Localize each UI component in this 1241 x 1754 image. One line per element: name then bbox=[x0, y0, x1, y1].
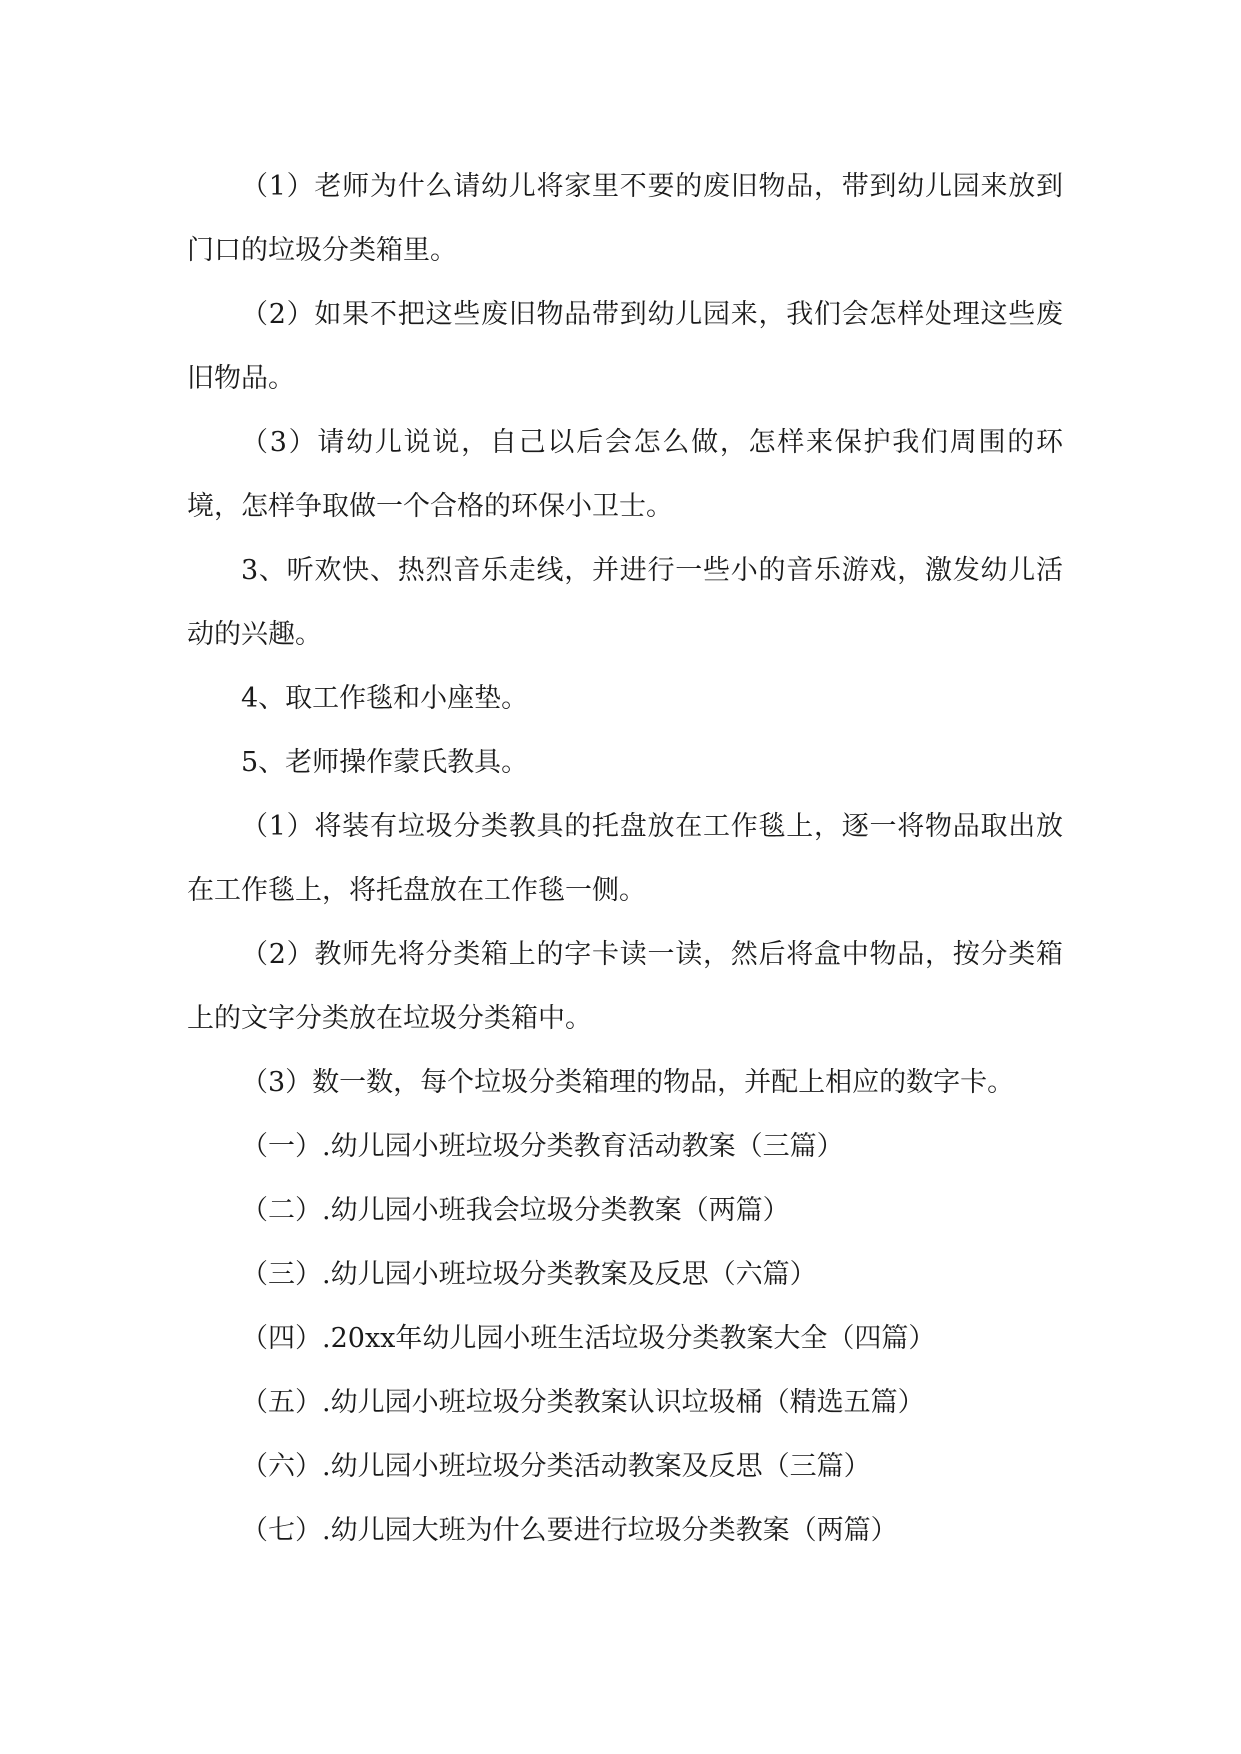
related-link: （六）.幼儿园小班垃圾分类活动教案及反思（三篇） bbox=[241, 1451, 871, 1482]
paragraph: 3、听欢快、热烈音乐走线，并进行一些小的音乐游戏，激发幼儿活动的兴趣。 bbox=[187, 555, 1063, 650]
paragraph: （1）将装有垃圾分类教具的托盘放在工作毯上，逐一将物品取出放在工作毯上，将托盘放在工作毯一侧。 bbox=[187, 811, 1063, 906]
related-link: （四）.20xx年幼儿园小班生活垃圾分类教案大全（四篇） bbox=[241, 1323, 936, 1354]
paragraph: （1）老师为什么请幼儿将家里不要的废旧物品，带到幼儿园来放到门口的垃圾分类箱里。 bbox=[187, 171, 1063, 266]
related-link: （五）.幼儿园小班垃圾分类教案认识垃圾桶（精选五篇） bbox=[241, 1387, 925, 1418]
paragraph: 4、取工作毯和小座垫。 bbox=[241, 683, 529, 714]
paragraph: （2）如果不把这些废旧物品带到幼儿园来，我们会怎样处理这些废旧物品。 bbox=[187, 299, 1063, 394]
paragraph: （3）请幼儿说说，自己以后会怎么做，怎样来保护我们周围的环境，怎样争取做一个合格的环保小卫士。 bbox=[187, 427, 1063, 522]
related-link: （三）.幼儿园小班垃圾分类教案及反思（六篇） bbox=[241, 1259, 817, 1290]
related-link: （二）.幼儿园小班我会垃圾分类教案（两篇） bbox=[241, 1195, 790, 1226]
paragraph: （3）数一数，每个垃圾分类箱理的物品，并配上相应的数字卡。 bbox=[241, 1067, 1015, 1098]
related-link: （七）.幼儿园大班为什么要进行垃圾分类教案（两篇） bbox=[241, 1515, 898, 1546]
paragraph: 5、老师操作蒙氏教具。 bbox=[241, 747, 529, 778]
paragraph: （2）教师先将分类箱上的字卡读一读，然后将盒中物品，按分类箱上的文字分类放在垃圾分类箱中。 bbox=[187, 939, 1063, 1034]
related-link: （一）.幼儿园小班垃圾分类教育活动教案（三篇） bbox=[241, 1131, 844, 1162]
document-body bbox=[187, 155, 1063, 1563]
